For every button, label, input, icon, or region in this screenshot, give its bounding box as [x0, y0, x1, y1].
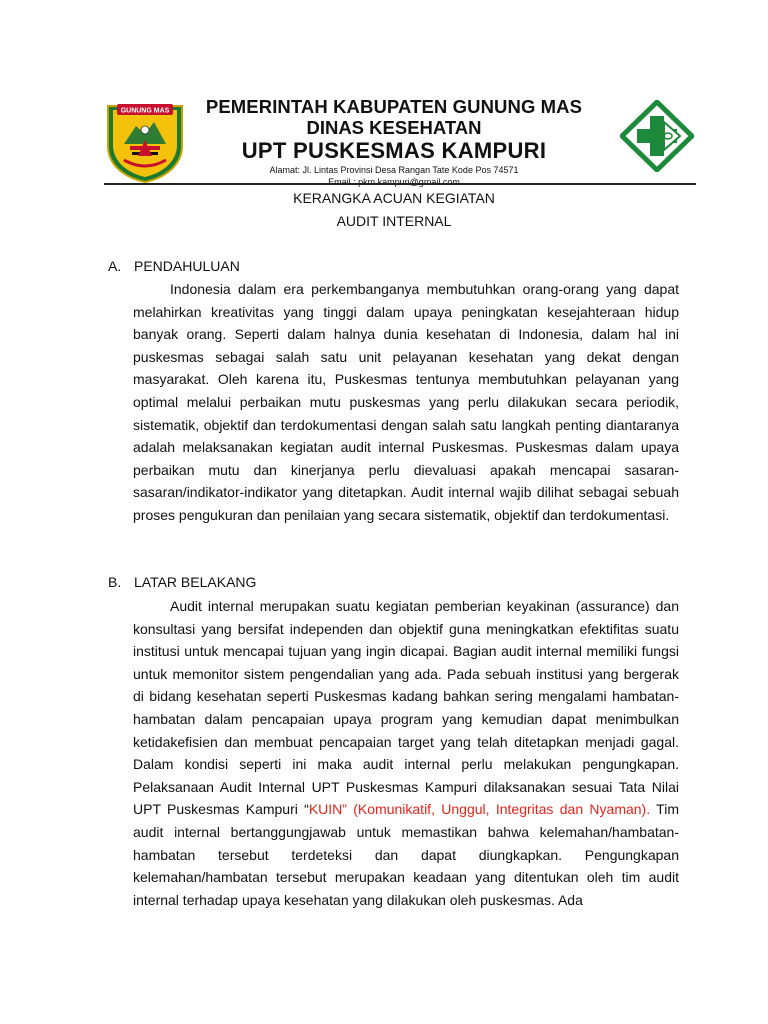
section-b-heading [108, 574, 256, 590]
letterhead-department: DINAS KESEHATAN [306, 117, 482, 138]
letterhead [190, 96, 598, 188]
section-b-label: B. [108, 574, 122, 590]
letterhead-government: PEMERINTAH KABUPATEN GUNUNG MAS [205, 96, 583, 117]
document-title: KERANGKA ACUAN KEGIATAN [293, 190, 495, 206]
letterhead-institution: UPT PUSKESMAS KAMPURI [241, 138, 547, 163]
section-a-paragraph: Indonesia dalam era perkembanganya membutuhkan orang-orang yang dapat melahirkan kreativitas yang tinggi dalam upaya peningkatan kesejahteraan hidup banyak orang. Seperti dalam halnya dunia kesehatan di Indonesia, dalam hal ini puskesmas sebagai salah satu unit pelayanan kesehatan yang dekat dengan masyarakat. Oleh karena itu, Puskesmas tentunya membutuhkan pelayanan yang optimal melalui perbaikan mutu puskesmas yang perlu dilakukan secara periodik, sistematik, objektif dan terdokumentasi dengan salah satu langkah penting diantaranya adalah melaksanakan kegiatan audit internal Puskesmas. Puskesmas dalam upaya perbaikan mutu dan kinerjanya perlu dievaluasi apakah mencapai sasaran-sasaran/indikator-indikator yang ditetapkan. Audit internal wajib dilihat sebagai sebuah proses pengukuran dan penilaian yang secara sistematik, objektif dan terdokumentasi. [133, 281, 679, 523]
section-b-title: LATAR BELAKANG [134, 574, 257, 590]
letterhead-email: Email : pkm.kampuri@gmail.com [328, 177, 460, 187]
section-b-text-before: Audit internal merupakan suatu kegiatan pemberian keyakinan (assurance) dan konsultasi yang bersifat independen dan objektif guna meningkatkan efektifitas suatu institusi untuk mencapai tujuan yang ingin dicapai. Bagian audit internal memiliki fungsi untuk memonitor sistem pengendalian yang ada. Pada sebuah institusi yang bergerak di bidang kesehatan seperti Puskesmas kadang bahkan sering mengalami hambatan-hambatan dalam pencapaian upaya program yang kemudian dapat menimbulkan ketidakefisien dan membuat pencapaian target yang telah ditetapkan menjadi gagal. Dalam kondisi seperti ini maka audit internal perlu melakukan pengungkapan. Pelaksanaan Audit Internal UPT Puskesmas Kampuri dilaksanakan sesuai Tata Nilai UPT Puskesmas Kampuri “ [133, 598, 679, 818]
document-subtitle: AUDIT INTERNAL [336, 213, 452, 229]
gunung-mas-emblem-icon [104, 100, 186, 184]
section-b-text-after: Tim audit internal bertanggungjawab untuk memastikan bahwa kelemahan/hambatan-hambatan tersebut terdeteksi dan dapat diungkapkan. Pengungkapan kelemahan/hambatan tersebut merupakan keadaan yang ditentukan oleh tim audit internal terhadap upaya kesehatan yang dilakukan oleh puskesmas. Ada [133, 801, 679, 908]
section-a-title: PENDAHULUAN [134, 258, 240, 274]
section-a-label: A. [108, 258, 122, 274]
puskesmas-cross-icon [620, 100, 694, 172]
svg-text:GUNUNG MAS: GUNUNG MAS [120, 107, 170, 115]
section-b-paragraph [133, 595, 679, 911]
letterhead-address: Alamat: Jl. Lintas Provinsi Desa Rangan Tate Kode Pos 74571 [269, 165, 519, 175]
letterhead-divider [104, 183, 696, 185]
tata-nilai-highlight: KUIN” (Komunikatif, Unggul, Integritas dan Nyaman). [308, 801, 651, 818]
section-a-heading [108, 258, 240, 274]
